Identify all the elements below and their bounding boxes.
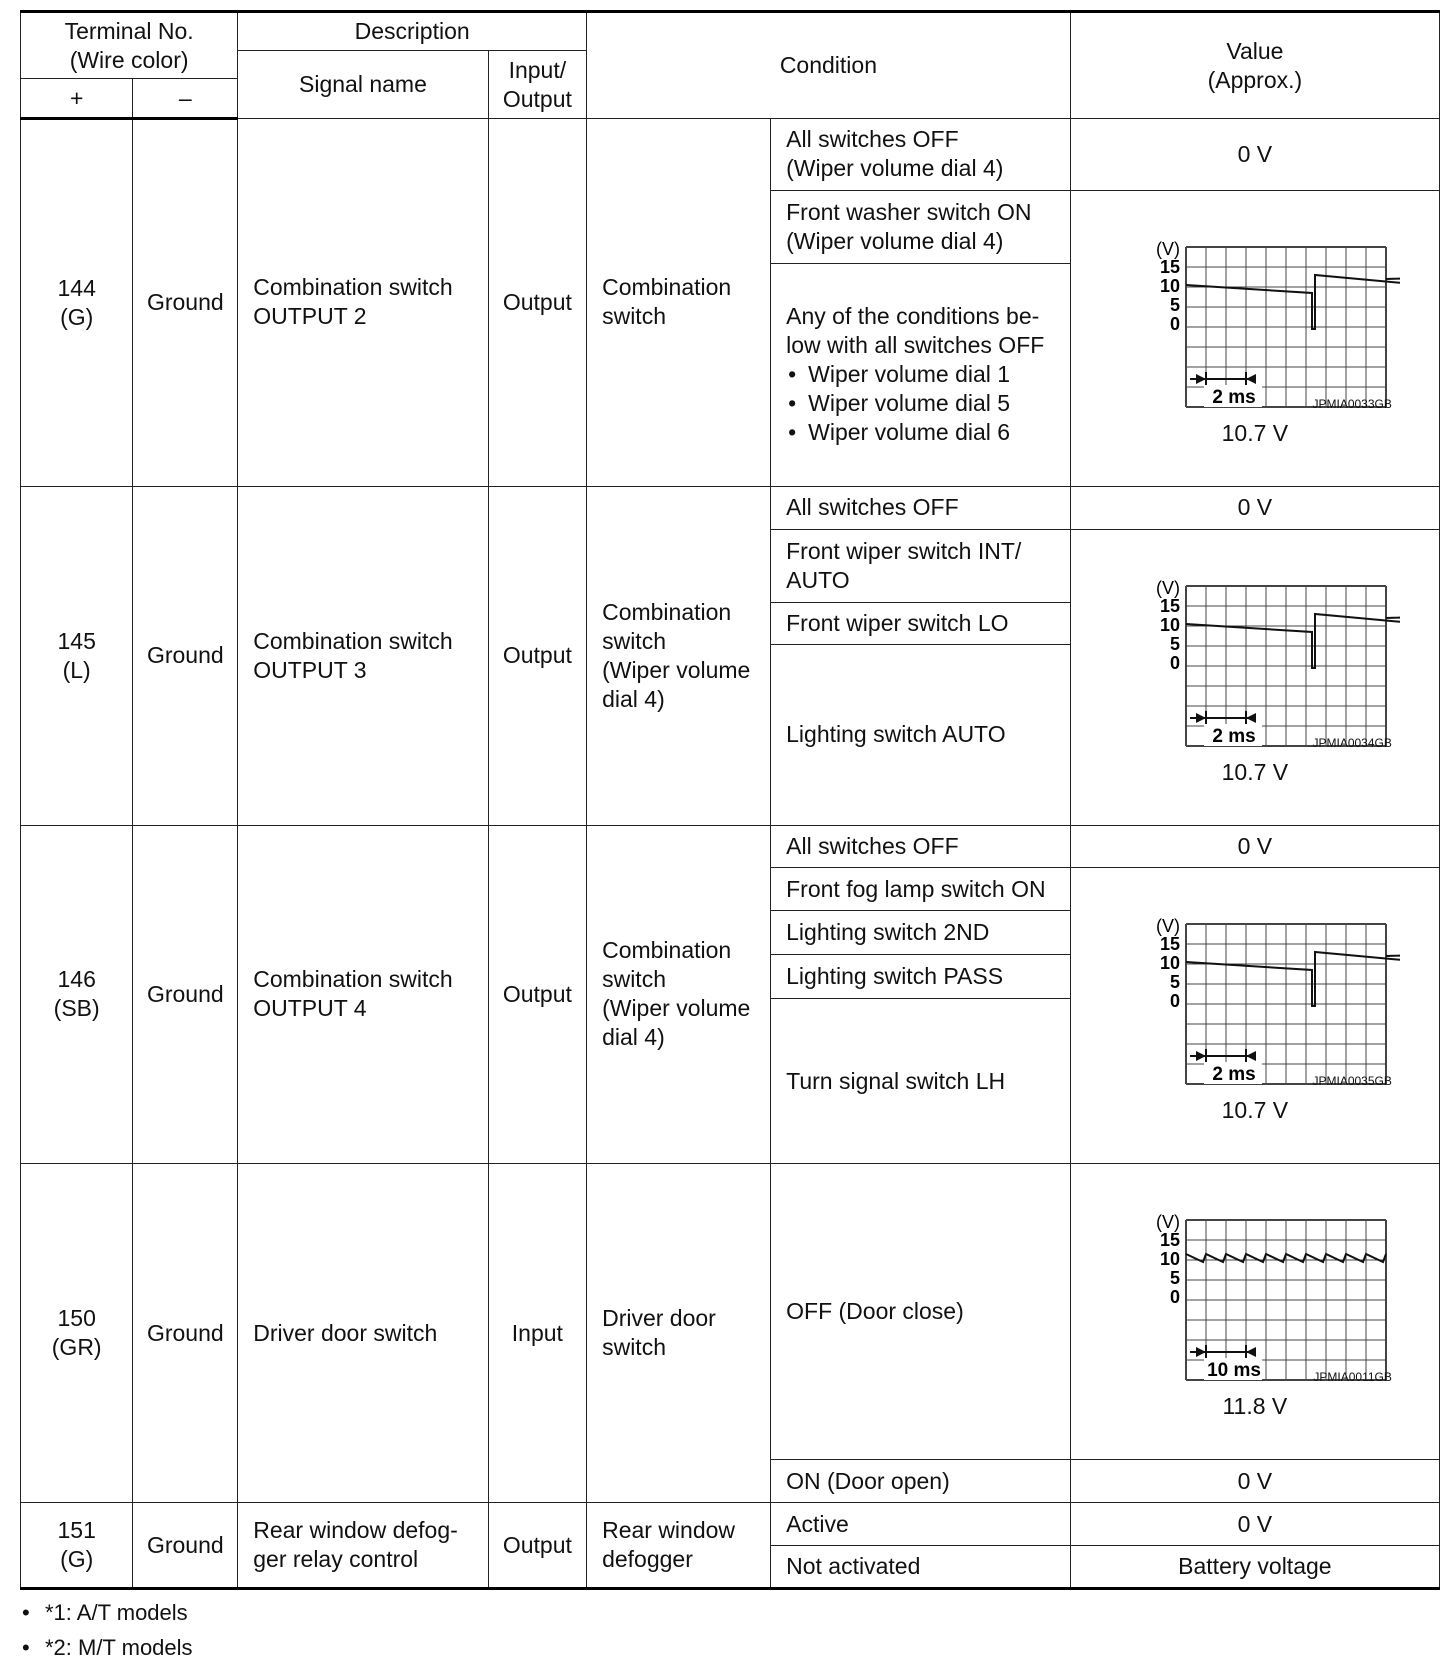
- value-header: Value (Approx.): [1070, 12, 1439, 119]
- waveform-value: 10.7 V: [1221, 419, 1289, 446]
- terminal-cell: 150 (GR): [21, 1164, 133, 1503]
- condition-main-cell: Combination switch (Wiper volume dial 4): [587, 825, 771, 1164]
- description-header: Description: [238, 12, 587, 51]
- condition-header: Condition: [587, 12, 1071, 119]
- bullet-item: • Wiper volume dial 1: [786, 360, 1070, 389]
- signal-cell: Driver door switch: [238, 1164, 488, 1503]
- scope-tick-label: 10: [1159, 614, 1180, 635]
- bullet-item: • Wiper volume dial 5: [786, 389, 1070, 418]
- input-output-header: Input/ Output: [488, 51, 586, 119]
- scope-tick-label: 15: [1159, 595, 1180, 616]
- signal-name-header: Signal name: [238, 51, 488, 119]
- scope-trace: [1186, 614, 1400, 668]
- value-cell: 0 V: [1070, 1460, 1439, 1503]
- condition-main-cell: Driver door switch: [587, 1164, 771, 1503]
- ground-cell: Ground: [133, 486, 238, 825]
- figure-code: JPMIA0035GB: [1312, 1074, 1392, 1089]
- time-arrow: [1196, 374, 1206, 384]
- scope-tick-label: 5: [1169, 1268, 1180, 1289]
- io-cell: Output: [488, 119, 586, 487]
- time-arrow: [1246, 374, 1256, 384]
- io-cell: Output: [488, 486, 586, 825]
- time-arrow: [1196, 713, 1206, 723]
- figure-code: JPMIA0034GB: [1312, 735, 1392, 750]
- terminal-cell: 151 (G): [21, 1503, 133, 1589]
- scope-tick-label: 10: [1159, 1249, 1180, 1270]
- time-arrow: [1246, 1051, 1256, 1061]
- table-row: [21, 1503, 1440, 1546]
- time-arrow: [1196, 1051, 1206, 1061]
- waveform-value: 11.8 V: [1222, 1393, 1288, 1420]
- condition-cell: OFF (Door close): [771, 1164, 1071, 1460]
- ground-cell: Ground: [133, 825, 238, 1164]
- condition-cell: Any of the conditions be- low with all switches OFF • Wiper volume dial 1 • Wiper volume dial 5 • Wiper volume dial 6: [771, 263, 1071, 486]
- condition-cell: Front washer switch ON (Wiper volume dial 4): [771, 190, 1071, 263]
- scope-tick-label: 5: [1169, 972, 1180, 993]
- ground-cell: Ground: [133, 1164, 238, 1503]
- scope-grid: [1186, 586, 1386, 746]
- oscilloscope-waveform: [1110, 906, 1400, 1096]
- scope-tick-label: 10: [1159, 953, 1180, 974]
- scope-tick-label: 0: [1169, 652, 1180, 673]
- value-waveform-cell: [1070, 868, 1439, 1164]
- condition-cell: ON (Door open): [771, 1460, 1071, 1503]
- plus-header: +: [21, 79, 133, 119]
- scope-grid: [1186, 1220, 1386, 1380]
- time-arrow: [1246, 713, 1256, 723]
- condition-cell: Active: [771, 1503, 1071, 1546]
- io-cell: Output: [488, 825, 586, 1164]
- ground-cell: Ground: [133, 1503, 238, 1589]
- waveform-value: 10.7 V: [1221, 1097, 1289, 1124]
- condition-cell: Lighting switch PASS: [771, 955, 1071, 999]
- oscilloscope-waveform: [1110, 229, 1400, 419]
- value-cell: 0 V: [1070, 119, 1439, 191]
- scope-tick-label: 15: [1159, 934, 1180, 955]
- oscilloscope-waveform: [1110, 568, 1400, 758]
- scope-unit-label: (V): [1155, 577, 1180, 598]
- condition-main-cell: Combination switch: [587, 119, 771, 487]
- table-row: [21, 825, 1440, 868]
- scope-trace: [1186, 952, 1400, 1006]
- scope-unit-label: (V): [1155, 916, 1180, 937]
- value-cell: 0 V: [1070, 1503, 1439, 1546]
- figure-code: JPMIA0033GB: [1312, 396, 1392, 411]
- signal-cell: Combination switch OUTPUT 2: [238, 119, 488, 487]
- value-waveform-cell: [1070, 529, 1439, 825]
- condition-main-cell: Rear window defogger: [587, 1503, 771, 1589]
- terminal-cell: 146 (SB): [21, 825, 133, 1164]
- scope-unit-label: (V): [1155, 1212, 1180, 1233]
- time-label: 2 ms: [1212, 1064, 1256, 1086]
- table-row: [21, 486, 1440, 529]
- condition-cell: Lighting switch 2ND: [771, 911, 1071, 955]
- terminal-no-header: Terminal No. (Wire color): [21, 12, 238, 79]
- signal-cell: Rear window defog- ger relay control: [238, 1503, 488, 1589]
- io-cell: Output: [488, 1503, 586, 1589]
- waveform-value: 10.7 V: [1221, 758, 1289, 785]
- condition-cell: Lighting switch AUTO: [771, 645, 1071, 825]
- time-label: 10 ms: [1206, 1360, 1261, 1382]
- terminal-cell: 144 (G): [21, 119, 133, 487]
- scope-tick-label: 15: [1159, 1230, 1180, 1251]
- condition-cell: All switches OFF (Wiper volume dial 4): [771, 119, 1071, 191]
- io-cell: Input: [488, 1164, 586, 1503]
- scope-trace: [1186, 275, 1400, 329]
- time-label: 2 ms: [1212, 725, 1256, 747]
- bullet-item: • Wiper volume dial 6: [786, 418, 1070, 447]
- footnote: • *1: A/T models: [20, 1595, 193, 1630]
- scope-tick-label: 10: [1159, 275, 1180, 296]
- scope-grid: [1186, 924, 1386, 1084]
- value-cell: Battery voltage: [1070, 1545, 1439, 1588]
- scope-tick-label: 0: [1169, 991, 1180, 1012]
- signal-cell: Combination switch OUTPUT 3: [238, 486, 488, 825]
- table-row: [21, 1164, 1440, 1460]
- time-label: 2 ms: [1212, 386, 1256, 408]
- scope-tick-label: 5: [1169, 633, 1180, 654]
- table-row: [21, 119, 1440, 191]
- ground-cell: Ground: [133, 119, 238, 487]
- scope-tick-label: 5: [1169, 294, 1180, 315]
- condition-cell: Front wiper switch INT/ AUTO: [771, 529, 1071, 602]
- minus-header: –: [133, 79, 238, 119]
- value-cell: 0 V: [1070, 486, 1439, 529]
- time-arrow: [1196, 1347, 1206, 1357]
- terminal-cell: 145 (L): [21, 486, 133, 825]
- condition-cell: Not activated: [771, 1545, 1071, 1588]
- condition-cell: Front fog lamp switch ON: [771, 868, 1071, 911]
- value-cell: 0 V: [1070, 825, 1439, 868]
- condition-cell: All switches OFF: [771, 486, 1071, 529]
- footnotes: [20, 1595, 193, 1665]
- scope-tick-label: 0: [1169, 313, 1180, 334]
- condition-cell: All switches OFF: [771, 825, 1071, 868]
- condition-main-cell: Combination switch (Wiper volume dial 4): [587, 486, 771, 825]
- time-arrow: [1246, 1347, 1256, 1357]
- terminal-table: [20, 10, 1440, 1590]
- scope-grid: [1186, 247, 1386, 407]
- figure-code: JPMIA0011GB: [1313, 1370, 1392, 1385]
- value-waveform-cell: [1070, 1164, 1439, 1460]
- scope-unit-label: (V): [1155, 238, 1180, 259]
- footnote: • *2: M/T models: [20, 1630, 193, 1665]
- scope-tick-label: 0: [1169, 1287, 1180, 1308]
- oscilloscope-waveform: [1110, 1202, 1400, 1392]
- value-waveform-cell: [1070, 190, 1439, 486]
- scope-tick-label: 15: [1159, 256, 1180, 277]
- condition-cell: Front wiper switch LO: [771, 602, 1071, 645]
- condition-cell: Turn signal switch LH: [771, 999, 1071, 1164]
- signal-cell: Combination switch OUTPUT 4: [238, 825, 488, 1164]
